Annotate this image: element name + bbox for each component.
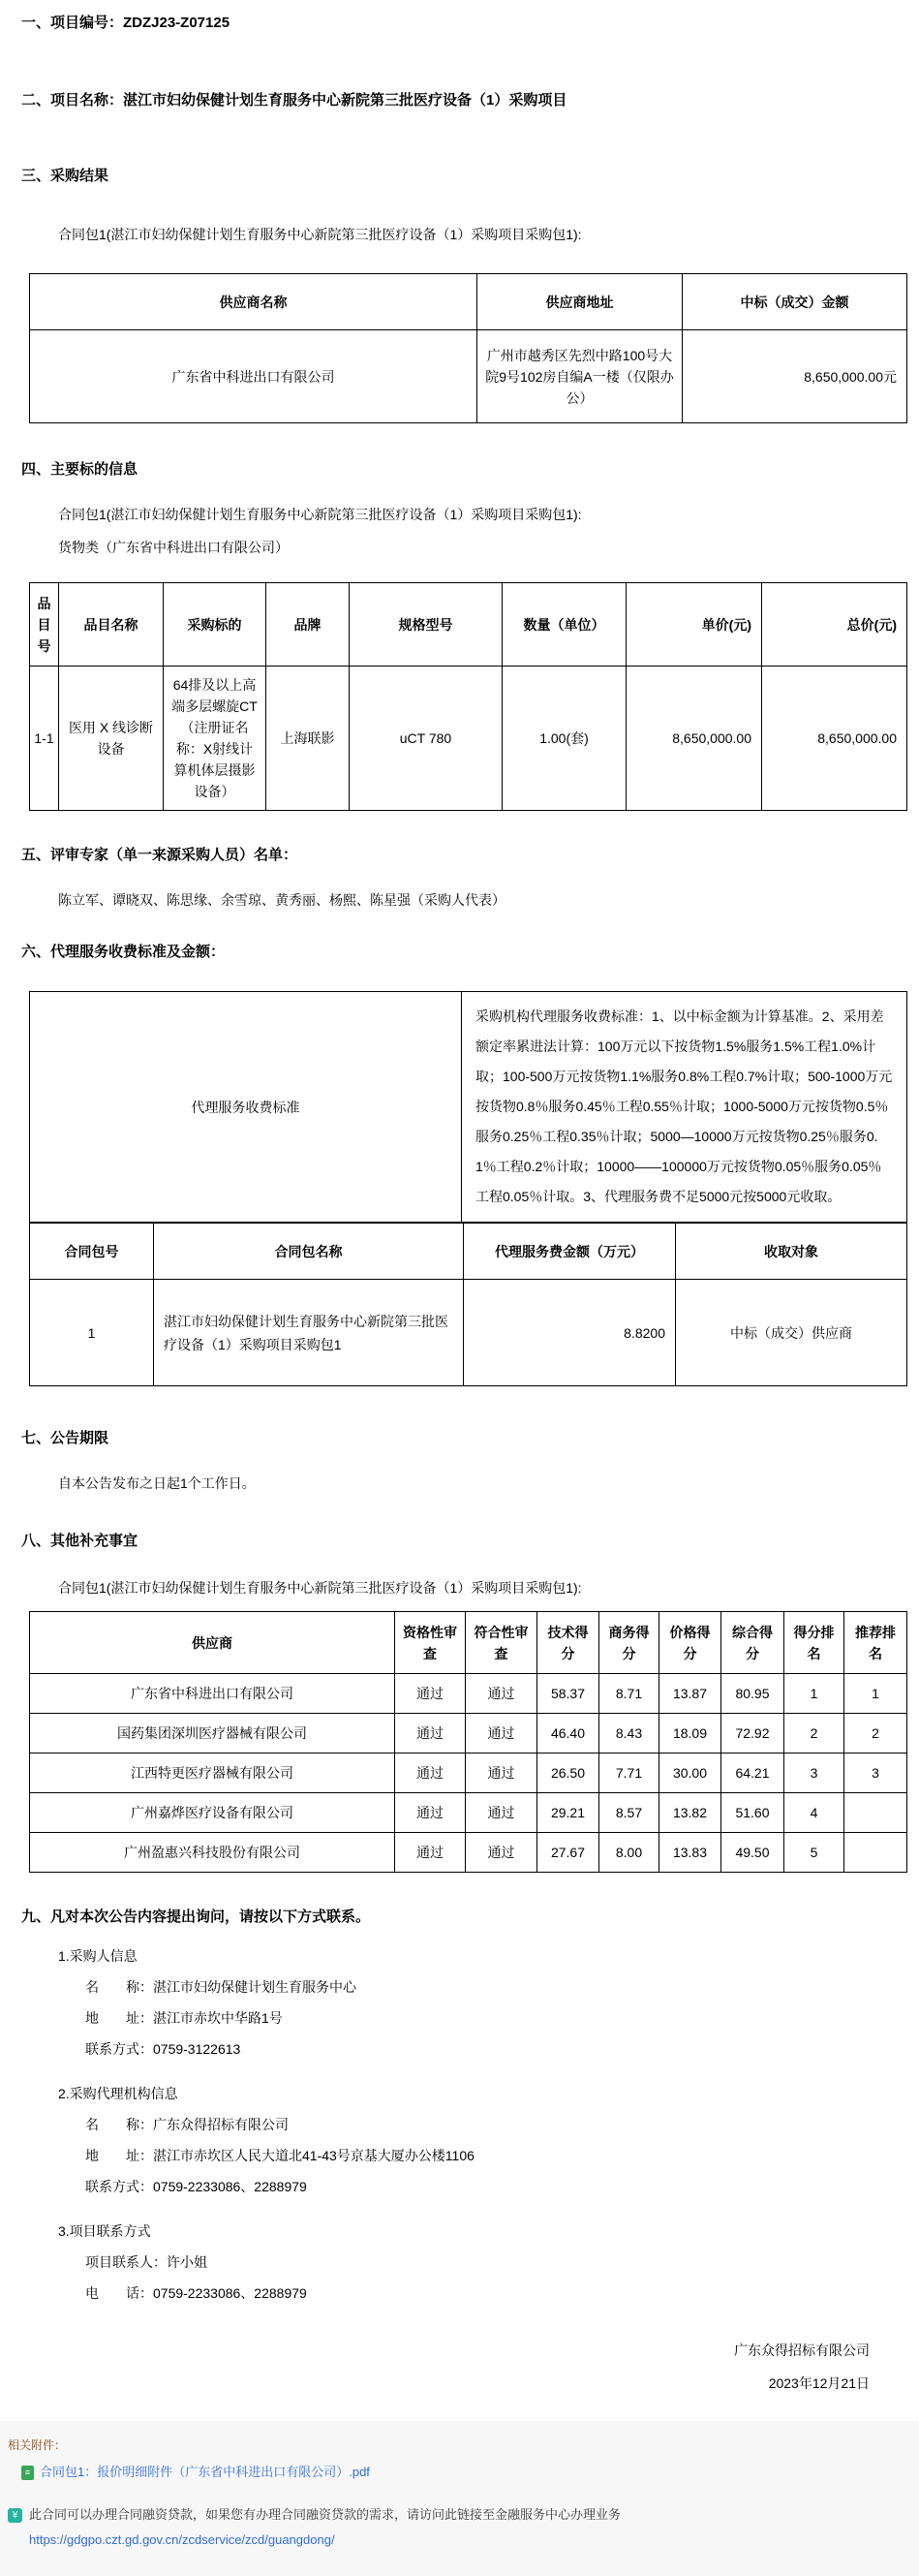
column-header: 数量（单位） (503, 583, 627, 667)
purchaser-name: 名 称：湛江市妇幼保健计划生育服务中心 (85, 1979, 356, 1995)
column-header: 商务得分 (599, 1612, 659, 1674)
table-row (30, 1674, 907, 1714)
table-row (30, 667, 907, 811)
table-row (30, 1714, 907, 1754)
project-contact-phone: 电 话：0759-2233086、2288979 (85, 2285, 307, 2301)
announcement-period-text: 自本公告发布之日起1个工作日。 (58, 1475, 256, 1491)
agency-name: 名 称：广东众得招标有限公司 (85, 2117, 289, 2132)
section3-package-line: 合同包1(湛江市妇幼保健计划生育服务中心新院第三批医疗设备（1）采购项目采购包1): (58, 227, 582, 242)
purchaser-address: 地 址：湛江市赤坎中华路1号 (85, 2010, 283, 2026)
column-header: 供应商 (30, 1612, 395, 1674)
column-header: 资格性审查 (395, 1612, 466, 1674)
purchaser-contact: 联系方式：0759-3122613 (85, 2041, 241, 2057)
table-cell: 1 (844, 1674, 907, 1714)
finance-service-link[interactable]: https://gdgpo.czt.gd.gov.cn/zcdservice/zcd/guangdong/ (29, 2532, 335, 2547)
column-header: 推荐排名 (844, 1612, 907, 1674)
table-cell: 通过 (395, 1674, 466, 1714)
table-cell: 64.21 (721, 1754, 784, 1793)
section2-heading: 二、项目名称：湛江市妇幼保健计划生育服务中心新院第三批医疗设备（1）采购项目 (21, 92, 567, 109)
section9-heading: 九、凡对本次公告内容提出询问，请按以下方式联系。 (21, 1909, 371, 1925)
table-cell: 46.40 (537, 1714, 599, 1754)
column-header: 符合性审查 (466, 1612, 537, 1674)
table-cell: 医用 X 线诊断设备 (59, 667, 164, 811)
column-header: 品目名称 (59, 583, 164, 667)
contact-info-block (58, 1940, 904, 2309)
table-cell: 26.50 (537, 1754, 599, 1793)
table-header-row (30, 1224, 907, 1280)
table-cell: 上海联影 (266, 667, 350, 811)
section4-package-line: 合同包1(湛江市妇幼保健计划生育服务中心新院第三批医疗设备（1）采购项目采购包1): (58, 507, 582, 522)
agency-fee-standard-table (29, 991, 907, 1223)
signature-company: 广东众得招标有限公司 (734, 2343, 870, 2358)
section8-package-line: 合同包1(湛江市妇幼保健计划生育服务中心新院第三批医疗设备（1）采购项目采购包1): (58, 1580, 582, 1596)
project-contact-title: 3.项目联系方式 (58, 2223, 151, 2239)
attachments-footer (0, 2421, 919, 2576)
section4-category-line: 货物类（广东省中科进出口有限公司） (58, 540, 289, 555)
table-row (30, 1754, 907, 1793)
table-cell: 8.57 (599, 1793, 659, 1833)
table-header-row (30, 1612, 907, 1674)
column-header: 规格型号 (350, 583, 503, 667)
table-cell: 58.37 (537, 1674, 599, 1714)
table-cell: 49.50 (721, 1833, 784, 1873)
table-cell: 3 (844, 1754, 907, 1793)
procurement-result-table (29, 273, 907, 423)
table-cell: 通过 (395, 1833, 466, 1873)
table-cell: 3 (784, 1754, 844, 1793)
table-cell: 广州市越秀区先烈中路100号大院9号102房自编A一楼（仅限办公） (477, 330, 683, 423)
table-cell: uCT 780 (350, 667, 503, 811)
table-cell: 通过 (466, 1754, 537, 1793)
table-cell: 8,650,000.00元 (683, 330, 907, 423)
fee-standard-text-cell: 采购机构代理服务收费标准：1、以中标金额为计算基准。2、采用差额定率累进法计算：100万元以下按货物1.5%服务1.5%工程1.0%计取；100-500万元按货物1.1%服务0.8%工程0.7%计取；500-1000万元按货物0.8％服务0.45％工程0.55％计取；1000-5000万元按货物0.5％服务0.25％工程0.35％计取；5000—10000万元按货物0.25％服务0.1％工程0.2％计取；10000——100000万元按货物0.05％服务0.05％工程0.05％计取。3、代理服务费不足5000元按5000元收取。 (462, 992, 907, 1223)
finance-notice-text: 此合同可以办理合同融资贷款，如果您有办理合同融资贷款的需求，请访问此链接至金融服务中心办理业务 (29, 2507, 622, 2522)
table-cell: 5 (784, 1833, 844, 1873)
column-header: 技术得分 (537, 1612, 599, 1674)
agency-address: 地 址：湛江市赤坎区人民大道北41-43号京基大厦办公楼1106 (85, 2148, 475, 2163)
table-cell: 1-1 (30, 667, 59, 811)
table-cell: 30.00 (659, 1754, 721, 1793)
table-cell: 通过 (466, 1674, 537, 1714)
table-cell: 80.95 (721, 1674, 784, 1714)
table-cell: 8,650,000.00 (762, 667, 907, 811)
table-cell: 13.87 (659, 1674, 721, 1714)
column-header: 合同包号 (30, 1224, 154, 1280)
table-cell: 8.8200 (464, 1280, 676, 1386)
table-row (30, 992, 907, 1223)
table-cell: 2 (844, 1714, 907, 1754)
expert-name-list: 陈立军、谭晓双、陈思缘、余雪琼、黄秀丽、杨熙、陈星强（采购人代表） (58, 892, 505, 908)
table-cell: 通过 (395, 1793, 466, 1833)
section5-heading: 五、评审专家（单一来源采购人员）名单： (21, 847, 298, 863)
column-header: 综合得分 (721, 1612, 784, 1674)
column-header: 收取对象 (676, 1224, 907, 1280)
attachments-label: 相关附件： (8, 2438, 67, 2452)
attachment-item (8, 2464, 909, 2481)
table-row (30, 1280, 907, 1386)
table-cell: 通过 (466, 1714, 537, 1754)
column-header: 品牌 (266, 583, 350, 667)
table-cell: 广东省中科进出口有限公司 (30, 1674, 395, 1714)
supplier-review-table (29, 1611, 907, 1873)
table-header-row (30, 274, 907, 330)
table-header-row (30, 583, 907, 667)
signature-date: 2023年12月21日 (768, 2375, 870, 2391)
table-row (30, 330, 907, 423)
column-header: 得分排名 (784, 1612, 844, 1674)
signature-block (21, 2334, 904, 2400)
table-cell: 27.67 (537, 1833, 599, 1873)
table-cell: 江西特更医疗器械有限公司 (30, 1754, 395, 1793)
table-cell: 2 (784, 1714, 844, 1754)
agency-fee-summary-table (29, 1223, 907, 1386)
section8-heading: 八、其他补充事宜 (21, 1533, 138, 1549)
finance-notice-row (8, 2506, 909, 2524)
agency-info-title: 2.采购代理机构信息 (58, 2086, 178, 2101)
table-cell: 13.82 (659, 1793, 721, 1833)
table-cell: 通过 (466, 1793, 537, 1833)
table-cell: 1 (30, 1280, 154, 1386)
purchaser-info-title: 1.采购人信息 (58, 1948, 138, 1964)
table-cell: 1.00(套) (503, 667, 627, 811)
table-cell: 国药集团深圳医疗器械有限公司 (30, 1714, 395, 1754)
table-cell: 湛江市妇幼保健计划生育服务中心新院第三批医疗设备（1）采购项目采购包1 (154, 1280, 464, 1386)
table-cell: 13.83 (659, 1833, 721, 1873)
column-header: 供应商地址 (477, 274, 683, 330)
project-contact-person: 项目联系人：许小姐 (85, 2254, 207, 2270)
table-cell: 8.00 (599, 1833, 659, 1873)
table-cell: 72.92 (721, 1714, 784, 1754)
attachment-link[interactable]: 合同包1：报价明细附件（广东省中科进出口有限公司）.pdf (40, 2465, 370, 2479)
finance-service-icon: ¥ (8, 2508, 22, 2523)
column-header: 品目号 (30, 583, 59, 667)
table-cell: 通过 (395, 1754, 466, 1793)
table-cell: 7.71 (599, 1754, 659, 1793)
table-cell: 广州嘉烨医疗设备有限公司 (30, 1793, 395, 1833)
table-row (30, 1833, 907, 1873)
table-cell: 51.60 (721, 1793, 784, 1833)
table-cell: 通过 (395, 1714, 466, 1754)
section1-heading: 一、项目编号：ZDZJ23-Z07125 (21, 15, 230, 31)
main-item-table (29, 582, 907, 811)
table-cell: 8.43 (599, 1714, 659, 1754)
column-header: 中标（成交）金额 (683, 274, 907, 330)
table-cell: 广东省中科进出口有限公司 (30, 330, 477, 423)
table-cell: 通过 (466, 1833, 537, 1873)
table-cell (844, 1793, 907, 1833)
column-header: 采购标的 (164, 583, 266, 667)
table-row (30, 1793, 907, 1833)
table-cell: 4 (784, 1793, 844, 1833)
section4-heading: 四、主要标的信息 (21, 461, 138, 478)
table-cell: 8,650,000.00 (627, 667, 762, 811)
table-cell: 8.71 (599, 1674, 659, 1714)
column-header: 供应商名称 (30, 274, 477, 330)
agency-contact: 联系方式：0759-2233086、2288979 (85, 2179, 307, 2194)
table-cell (844, 1833, 907, 1873)
column-header: 单价(元) (627, 583, 762, 667)
table-cell: 64排及以上高端多层螺旋CT（注册证名称：X射线计算机体层摄影设备） (164, 667, 266, 811)
table-cell: 29.21 (537, 1793, 599, 1833)
table-cell: 中标（成交）供应商 (676, 1280, 907, 1386)
finance-link-row (8, 2531, 909, 2549)
column-header: 价格得分 (659, 1612, 721, 1674)
column-header: 代理服务费金额（万元） (464, 1224, 676, 1280)
fee-standard-label-cell: 代理服务收费标准 (30, 992, 462, 1223)
table-cell: 1 (784, 1674, 844, 1714)
column-header: 总价(元) (762, 583, 907, 667)
section6-heading: 六、代理服务收费标准及金额： (21, 944, 226, 960)
table-cell: 18.09 (659, 1714, 721, 1754)
section3-heading: 三、采购结果 (21, 168, 109, 184)
column-header: 合同包名称 (154, 1224, 464, 1280)
section7-heading: 七、公告期限 (21, 1430, 109, 1446)
table-cell: 广州盈惠兴科技股份有限公司 (30, 1833, 395, 1873)
pdf-document-icon: ≡ (21, 2466, 34, 2480)
